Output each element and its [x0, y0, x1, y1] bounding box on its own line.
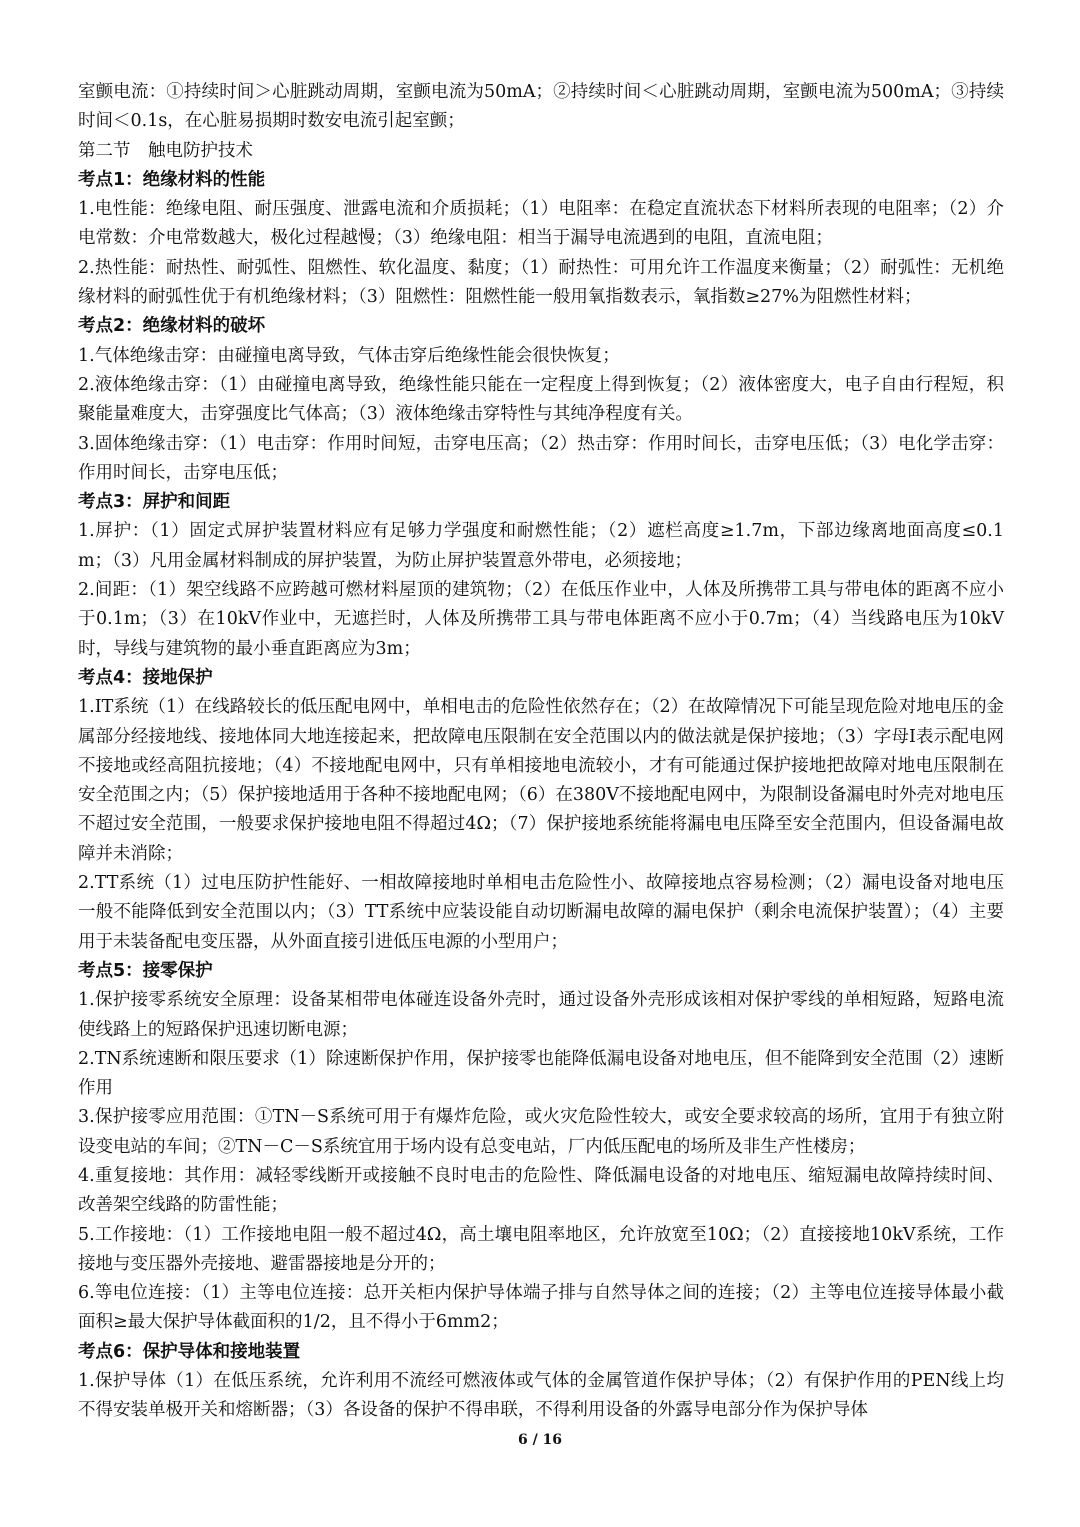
paragraph-neutral-scope: 3.保护接零应用范围：①TN－S系统可用于有爆炸危险，或火灾危险性较大，或安全要求较高的场所，宜用于有独立附设变电站的车间；②TN－C－S系统宜用于场内设有总变电站，厂内低压配电的场所及非生产性楼房；: [78, 1107, 1004, 1157]
paragraph-gas-breakdown: 1.气体绝缘击穿：由碰撞电离导致，气体击穿后绝缘性能会很快恢复；: [78, 345, 620, 366]
paragraph-it-system: 1.IT系统（1）在线路较长的低压配电网中，单相电击的危险性依然存在；（2）在故障情况下可能呈现危险对地电压的金属部分经接地线、接地体同大地连接起来，把故障电压限制在安全范围以内的做法就是保护接地；（3）字母I表示配电网不接地或经高阻抗接地；（4）不接地配电网中，只有单相接地电流较小，才有可能通过保护接地把故障对地电压限制在安全范围之内；（5）保护接地适用于各种不接地配电网；（6）在380V不接地配电网中，为限制设备漏电时外壳对地电压不超过安全范围，一般要求保护接地电阻不得超过4Ω；（7）保护接地系统能将漏电电压降至安全范围内，但设备漏电故障并未消除；: [78, 697, 1004, 864]
paragraph-thermal-properties: 2.热性能：耐热性、耐弧性、阻燃性、软化温度、黏度；（1）耐热性：可用允许工作温度来衡量；（2）耐弧性：无机绝缘材料的耐弧性优于有机绝缘材料；（3）阻燃性：阻燃性能一般用氧指数表示，氧指数≥27%为阻燃性材料；: [78, 257, 1004, 308]
paragraph-protective-conductor: 1.保护导体（1）在低压系统，允许利用不流经可燃液体或气体的金属管道作保护导体；（2）有保护作用的PEN线上均不得安装单极开关和熔断器；（3）各设备的保护不得串联，不得利用设备的外露导电部分作为保护导体: [78, 1371, 1004, 1421]
paragraph-solid-breakdown: 3.固体绝缘击穿：（1）电击穿：作用时间短，击穿电压高；（2）热击穿：作用时间长，击穿电压低；（3）电化学击穿：作用时间长，击穿电压低；: [78, 433, 1004, 483]
heading-point-6: 考点6：保护导体和接地装置: [78, 1341, 301, 1362]
heading-point-2: 考点2：绝缘材料的破坏: [78, 316, 266, 337]
paragraph-liquid-breakdown: 2.液体绝缘击穿：（1）由碰撞电离导致，绝缘性能只能在一定程度上得到恢复；（2）液体密度大，电子自由行程短，积聚能量难度大，击穿强度比气体高；（3）液体绝缘击穿特性与其纯净程度有关。: [78, 374, 1004, 425]
paragraph-clearance: 2.间距：（1）架空线路不应跨越可燃材料屋顶的建筑物；（2）在低压作业中，人体及所携带工具与带电体的距离不应小于0.1m；（3）在10kV作业中，无遮拦时，人体及所携带工具与带电体距离不应小于0.7m；（4）当线路电压为10kV时，导线与建筑物的最小垂直距离应为3m；: [78, 580, 1004, 659]
document-page: [78, 78, 1004, 1426]
section-title: 第二节 触电防护技术: [78, 140, 253, 161]
heading-point-5: 考点5：接零保护: [78, 960, 213, 981]
paragraph-working-grounding: 5.工作接地：（1）工作接地电阻一般不超过4Ω，高土壤电阻率地区，允许放宽至10Ω；（2）直接接地10kV系统，工作接地与变压器外壳接地、避雷器接地是分开的；: [78, 1224, 1004, 1274]
paragraph-electrical-properties: 1.电性能：绝缘电阻、耐压强度、泄露电流和介质损耗；（1）电阻率：在稳定直流状态下材料所表现的电阻率；（2）介电常数：介电常数越大，极化过程越慢；（3）绝缘电阻：相当于漏导电流遇到的电阻，直流电阻；: [78, 199, 1004, 249]
paragraph-shielding: 1.屏护：（1）固定式屏护装置材料应有足够力学强度和耐燃性能；（2）遮栏高度≥1.7m，下部边缘离地面高度≤0.1m；（3）凡用金属材料制成的屏护装置，为防止屏护装置意外带电，必须接地；: [78, 521, 1004, 571]
heading-point-1: 考点1：绝缘材料的性能: [78, 169, 266, 190]
heading-point-3: 考点3：屏护和间距: [78, 492, 231, 513]
paragraph-equipotential: 6.等电位连接：（1）主等电位连接：总开关柜内保护导体端子排与自然导体之间的连接；（2）主等电位连接导体最小截面积≥最大保护导体截面积的1/2，且不得小于6mm2；: [78, 1283, 1004, 1333]
paragraph-neutral-principle: 1.保护接零系统安全原理：设备某相带电体碰连设备外壳时，通过设备外壳形成该相对保护零线的单相短路，短路电流使线路上的短路保护迅速切断电源；: [78, 990, 1004, 1040]
paragraph-repeat-grounding: 4.重复接地：其作用：减轻零线断开或接触不良时电击的危险性、降低漏电设备的对地电压、缩短漏电故障持续时间、改善架空线路的防雷性能；: [78, 1165, 1004, 1216]
paragraph-tt-system: 2.TT系统（1）过电压防护性能好、一相故障接地时单相电击危险性小、故障接地点容易检测；（2）漏电设备对地电压一般不能降低到安全范围以内；（3）TT系统中应装设能自动切断漏电故障的漏电保护（剩余电流保护装置）；（4）主要用于未装备配电变压器，从外面直接引进低压电源的小型用户；: [78, 873, 1004, 952]
heading-point-4: 考点4：接地保护: [78, 667, 213, 688]
page-number: 6 / 16: [517, 1432, 563, 1448]
paragraph-fibrillation-current: 室颤电流：①持续时间＞心脏跳动周期，室颤电流为50mA；②持续时间＜心脏跳动周期，室颤电流为500mA；③持续时间＜0.1s，在心脏易损期时数安电流引起室颤；: [78, 82, 1004, 132]
paragraph-tn-requirements: 2.TN系统速断和限压要求（1）除速断保护作用，保护接零也能降低漏电设备对地电压，但不能降到安全范围（2）速断作用: [78, 1048, 1004, 1099]
